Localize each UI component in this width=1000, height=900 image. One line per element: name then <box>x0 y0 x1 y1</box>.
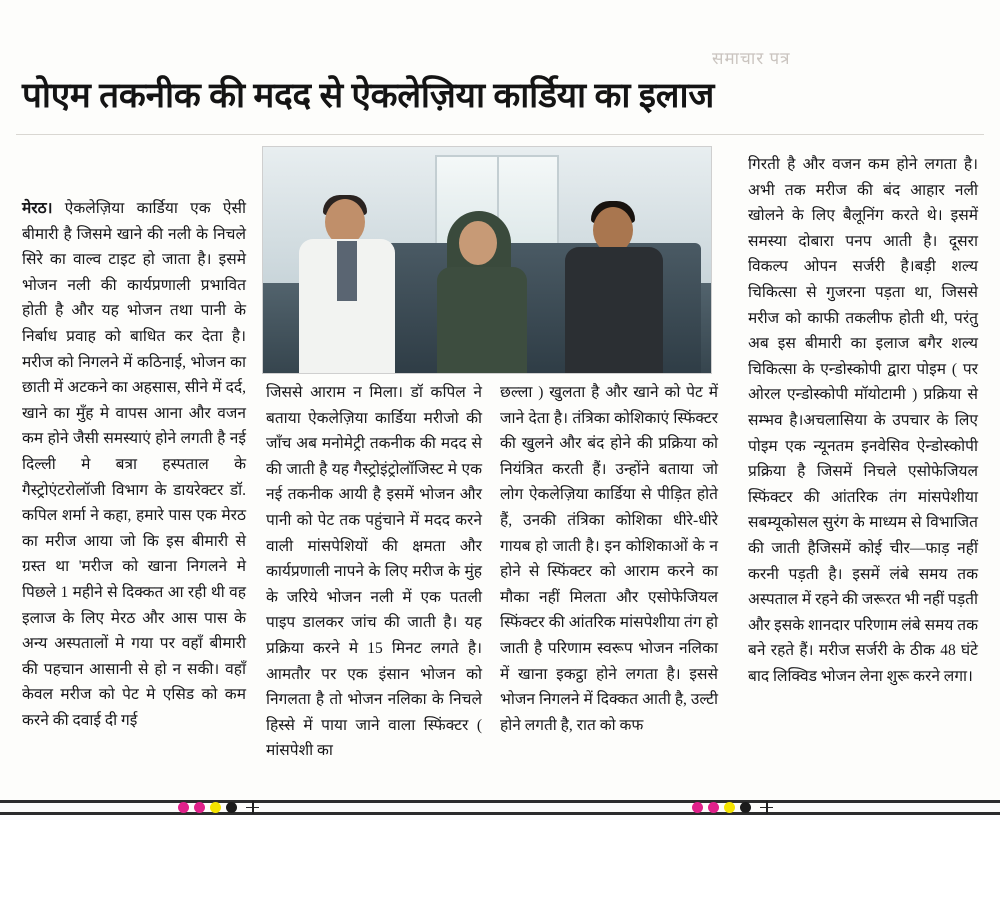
registration-cross-icon <box>246 801 259 814</box>
masthead-remnant: समाचार पत्र <box>712 49 791 68</box>
dateline: मेरठ। <box>22 200 53 217</box>
article-photo <box>262 146 712 374</box>
man-shirt <box>565 247 663 374</box>
column-1-text: ऐकलेज़िया कार्डिया एक ऐसी बीमारी है जिसमे खाने की नली के निचले सिरे का वाल्व टाइट हो जाता है। इसमे भोजन नली की कार्यप्रणाली प्रभावित होती है और यह भोजन तथा पानी के निर्बाध प्रवाह को बाधित कर देता है। मरीज को निगलने में कठिनाई, भोजन का छाती में अटकने का अहसास, सीने में दर्द, खाने का मुँह मे वापस आना और वजन कम होने जैसी समस्याएं होने लगती है नई दिल्ली मे बत्रा हस्पताल के गैस्ट्रोएंटरोलॉजी विभाग के डायरेक्टर डॉ. कपिल शर्मा ने कहा, हमारे पास एक मेरठ का मरीज आया जो कि इस बीमारी से ग्रस्त था 'मरीज को खाना निगलने मे पिछले 1 महीने से दिक्कत आ रही थी वह इलाज के लिए मेरठ और आस पास के अन्य अस्पतालों मे गया पर वहाँ बीमारी की पहचान आसानी से हो न सकी। वहाँ केवल मरीज को पेट मे एसिड को कम करने की दवाई दी गई <box>22 200 246 729</box>
photo-person-man <box>553 197 675 373</box>
reg-dot-magenta-1 <box>692 802 703 813</box>
column-3-text: छल्ला ) खुलता है और खाने को पेट में जाने देता है। तंत्रिका कोशिकाएं स्फिंक्टर की खुलने और बंद होने की प्रक्रिया को नियंत्रित करती हैं। उन्होंने बताया जो लोग ऐकलेज़िया कार्डिया से पीड़ित होते हैं, उनकी तंत्रिका कोशिका धीरे-धीरे गायब हो जाती है। इन कोशिकाओं के न होने से स्फिंक्टर को आराम करने का मौका नहीं मिलता और एसोफेजियल स्फिंक्टर की आंतरिक मांसपेशीया तंग हो जाती है परिणाम स्वरूप भोजन नलिका में खाना इकट्ठा होने लगता है। इससे भोजन निगलने में दिक्कत आती है, उल्टी होने लगती है, रात को कफ <box>500 384 718 734</box>
column-2-text: जिससे आराम न मिला। डॉ कपिल ने बताया ऐकलेज़िया कार्डिया मरीजो की जाँच अब मनोमेट्री तकनीक की मदद से की जाती है यह गैस्ट्रोइंट्रोलॉजिस्ट मे एक नई तकनीक आयी है इसमें भोजन और पानी को पेट तक पहुंचाने में मदद करने वाली मांसपेशियों की क्षमता और कार्यप्रणाली नापने के लिए मरीज के मुंह के जरिये भोजन नली में एक पतली पाइप डालकर जांच की जाती है। यह प्रक्रिया करने मे 15 मिनट लगते है। आमतौर पर एक इंसान भोजन को निगलता है तो भोजन नलिका के निचले हिस्से में पाया जाने वाला स्फिंक्टर ( मांसपेशी का <box>266 384 482 760</box>
photo-person-woman <box>423 205 539 373</box>
registration-marks-right <box>692 801 773 813</box>
article-column-4 <box>748 152 978 689</box>
header-divider <box>16 134 984 135</box>
photo-person-doctor <box>289 193 409 373</box>
reg-dot-black <box>226 802 237 813</box>
page-bottom-margin <box>0 815 1000 900</box>
woman-head <box>459 221 497 265</box>
reg-dot-yellow <box>724 802 735 813</box>
woman-clothing <box>437 267 527 374</box>
reg-dot-yellow <box>210 802 221 813</box>
article-column-1 <box>22 196 246 733</box>
column-4-text: गिरती है और वजन कम होने लगता है।अभी तक मरीज की बंद आहार नली खोलने के लिए बैलूनिंग करते थे। इसमें समस्या दोबारा पनप आती है। दूसरा विकल्प ओपन सर्जरी है।बड़ी शल्य चिकित्सा से गुजरना पड़ता था, जिससे मरीज को काफी तकलीफ होती थी, परंतु अब इस बीमारी का इलाज बगैर शल्य चिकित्सा के एन्डोस्कोपी द्वारा पोइम ( पर ओरल एन्डोस्कोपी मॉयोटामी ) प्रक्रिया से सम्भव है।अचलासिया के उपचार के लिए पोइम एक न्यूनतम इनवेसिव ऐन्डोस्कोपी प्रक्रिया है जिसमें निचले एसोफेजियल स्फिंक्टर की आंतरिक तंग मांसपेशीया सबम्यूकोसल सुरंग के माध्यम से विभाजित की जाती हैजिसमें कोई चीर—फाड़ नहीं करनी पड़ती है। इसमें लंबे समय तक अस्पताल में रहने की जरूरत भी नहीं पड़ती और इसके शानदार परिणाम लंबे समय तक बने रहते हैं। मरीज सर्जरी के ठीक 48 घंटे बाद लिक्विड भोजन लेना शुरू करने लगा। <box>748 156 978 685</box>
registration-cross-icon <box>760 801 773 814</box>
reg-dot-magenta-2 <box>194 802 205 813</box>
reg-dot-magenta-2 <box>708 802 719 813</box>
reg-dot-black <box>740 802 751 813</box>
reg-dot-magenta-1 <box>178 802 189 813</box>
doctor-shirt <box>337 241 357 301</box>
article-column-2 <box>266 380 482 764</box>
registration-marks-left <box>178 801 259 813</box>
article-column-3 <box>500 380 718 738</box>
page-title: पोएम तकनीक की मदद से ऐकलेज़िया कार्डिया का इलाज <box>22 76 715 115</box>
footer-rule-upper <box>0 800 1000 803</box>
